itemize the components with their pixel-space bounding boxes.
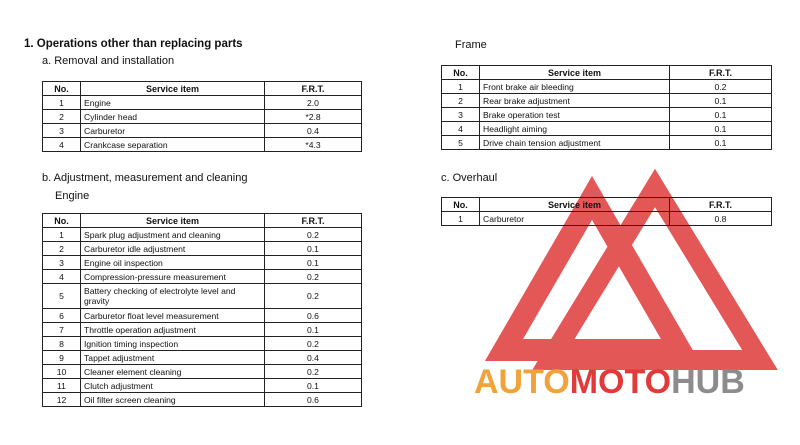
- row-number: 1: [43, 96, 81, 110]
- row-number: 7: [43, 323, 81, 337]
- frt-value: 0.1: [265, 242, 362, 256]
- overhaul-table-body: [442, 212, 772, 226]
- row-number: 3: [43, 256, 81, 270]
- frt-value: 0.2: [265, 228, 362, 242]
- frt-value: 0.1: [265, 323, 362, 337]
- service-item: Crankcase separation: [81, 138, 265, 152]
- frt-value: 0.4: [265, 124, 362, 138]
- service-item: Headlight aiming: [480, 122, 670, 136]
- overhaul-table: [441, 197, 772, 226]
- frt-value: 0.1: [670, 122, 772, 136]
- column-frt-header: F.R.T.: [265, 214, 362, 228]
- engine-subtitle: Engine: [55, 190, 90, 202]
- service-item: Drive chain tension adjustment: [480, 136, 670, 150]
- frt-value: 0.2: [670, 80, 772, 94]
- frt-value: 0.2: [265, 270, 362, 284]
- service-item: Engine: [81, 96, 265, 110]
- frt-value: 0.4: [265, 351, 362, 365]
- page-heading: 1. Operations other than replacing parts: [24, 38, 243, 50]
- service-item: Carburetor idle adjustment: [81, 242, 265, 256]
- frt-value: *4.3: [265, 138, 362, 152]
- service-item: Carburetor: [480, 212, 670, 226]
- frt-value: 0.1: [265, 256, 362, 270]
- frt-value: *2.8: [265, 110, 362, 124]
- column-no-header: No.: [442, 198, 480, 212]
- watermark-hub: HUB: [671, 363, 745, 401]
- service-item: Throttle operation adjustment: [81, 323, 265, 337]
- column-frt-header: F.R.T.: [265, 82, 362, 96]
- frt-value: 0.1: [670, 136, 772, 150]
- row-number: 1: [43, 228, 81, 242]
- service-item: Battery checking of electrolyte level and gravity: [81, 284, 265, 309]
- row-number: 9: [43, 351, 81, 365]
- column-frt-header: F.R.T.: [670, 198, 772, 212]
- row-number: 6: [43, 309, 81, 323]
- service-item: Oil filter screen cleaning: [81, 393, 265, 407]
- service-item: Ignition timing inspection: [81, 337, 265, 351]
- frt-value: 0.2: [265, 284, 362, 309]
- service-item: Carburetor float level measurement: [81, 309, 265, 323]
- frt-value: 0.2: [265, 365, 362, 379]
- frt-value: 0.1: [670, 108, 772, 122]
- row-number: 2: [442, 94, 480, 108]
- watermark-moto: MOTO: [569, 363, 672, 401]
- row-number: 8: [43, 337, 81, 351]
- frt-value: 2.0: [265, 96, 362, 110]
- table-row: [442, 108, 772, 122]
- column-item-header: Service item: [81, 214, 265, 228]
- row-number: 4: [43, 270, 81, 284]
- row-number: 3: [43, 124, 81, 138]
- row-number: 10: [43, 365, 81, 379]
- section-c-title: c. Overhaul: [441, 172, 498, 184]
- service-item: Engine oil inspection: [81, 256, 265, 270]
- table-row: [442, 122, 772, 136]
- service-item: Spark plug adjustment and cleaning: [81, 228, 265, 242]
- service-item: Rear brake adjustment: [480, 94, 670, 108]
- table-header-row: [442, 66, 772, 80]
- row-number: 2: [43, 110, 81, 124]
- frt-value: 0.6: [265, 309, 362, 323]
- table-row: [442, 80, 772, 94]
- row-number: 3: [442, 108, 480, 122]
- frt-value: 0.6: [265, 393, 362, 407]
- column-no-header: No.: [43, 82, 81, 96]
- row-number: 12: [43, 393, 81, 407]
- frame-table-body: [442, 80, 772, 150]
- watermark-auto: AUTO: [474, 363, 570, 401]
- row-number: 5: [43, 284, 81, 309]
- row-number: 4: [442, 122, 480, 136]
- row-number: 11: [43, 379, 81, 393]
- column-item-header: Service item: [480, 66, 670, 80]
- column-frt-header: F.R.T.: [670, 66, 772, 80]
- service-item: Carburetor: [81, 124, 265, 138]
- service-item: Clutch adjustment: [81, 379, 265, 393]
- service-item: Compression-pressure measurement: [81, 270, 265, 284]
- service-item: Brake operation test: [480, 108, 670, 122]
- table-row: [442, 136, 772, 150]
- column-no-header: No.: [442, 66, 480, 80]
- row-number: 2: [43, 242, 81, 256]
- frt-value: 0.1: [670, 94, 772, 108]
- row-number: 5: [442, 136, 480, 150]
- table-row: [442, 212, 772, 226]
- column-item-header: Service item: [480, 198, 670, 212]
- frame-subtitle: Frame: [455, 39, 487, 51]
- watermark-logo-text: [474, 363, 745, 402]
- section-b-title: b. Adjustment, measurement and cleaning: [42, 172, 248, 184]
- frame-table: [441, 65, 772, 150]
- section-a-title: a. Removal and installation: [42, 55, 175, 67]
- table-header-row: [442, 198, 772, 212]
- service-item: Cleaner element cleaning: [81, 365, 265, 379]
- service-item: Tappet adjustment: [81, 351, 265, 365]
- frt-value: 0.1: [265, 379, 362, 393]
- service-item: Cylinder head: [81, 110, 265, 124]
- row-number: 1: [442, 212, 480, 226]
- frt-value: 0.2: [265, 337, 362, 351]
- frt-value: 0.8: [670, 212, 772, 226]
- column-no-header: No.: [43, 214, 81, 228]
- table-row: [442, 94, 772, 108]
- row-number: 4: [43, 138, 81, 152]
- service-item: Front brake air bleeding: [480, 80, 670, 94]
- row-number: 1: [442, 80, 480, 94]
- column-item-header: Service item: [81, 82, 265, 96]
